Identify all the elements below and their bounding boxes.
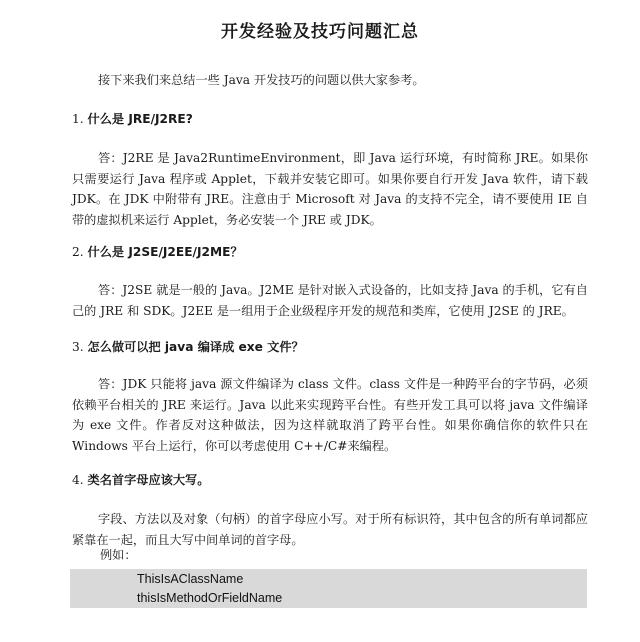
section-2-body: 答：J2SE 就是一般的 Java。J2ME 是针对嵌入式设备的，比如支持 Java 的手机，它有自己的 JRE 和 SDK。J2EE 是一组用于企业级程序开发的规范和类库，它使用 J2SE 的 JRE。 — [72, 283, 588, 318]
section-4-body: 字段、方法以及对象（句柄）的首字母应小写。对于所有标识符，其中包含的所有单词都应紧靠在一起，而且大写中间单词的首字母。 — [72, 512, 588, 547]
section-2-heading — [72, 242, 588, 262]
section-1-title: 什么是 JRE/J2RE? — [87, 112, 193, 126]
section-1-body: 答：J2RE 是 Java2RuntimeEnvironment，即 Java 运行环境，有时简称 JRE。如果你只需要运行 Java 程序或 Applet，下载并安装它即可。如果你要自行开发 Java 软件，请下载 JDK。在 JDK 中附带有 JRE。注意由于 Microsoft 对 Java 的支持不完全，请不要使用 IE 自带的虚拟机来运行 Applet，务必安装一个 JRE 或 JDK。 — [72, 151, 588, 227]
section-2-title: 什么是 J2SE/J2EE/J2ME？ — [87, 245, 243, 259]
section-3-number: 3. — [72, 340, 84, 354]
intro-paragraph: 接下来我们来总结一些 Java 开发技巧的问题以供大家参考。 — [98, 73, 425, 87]
section-2-number: 2. — [72, 245, 84, 259]
section-3-heading — [72, 337, 588, 357]
page-title: 开发经验及技巧问题汇总 — [221, 22, 419, 42]
section-3-body: 答：JDK 只能将 java 源文件编译为 class 文件。class 文件是一种跨平台的字节码，必须依赖平台相关的 JRE 来运行。Java 以此来实现跨平台性。有些开发工具可以将 java 文件编译为 exe 文件。作者反对这种做法，因为这样就取消了跨平台性。如果你确信你的软件只在 Windows 平台上运行，你可以考虑使用 C++/C#来编程。 — [72, 377, 588, 453]
code-line-method-name: thisIsMethodOrFieldName — [137, 591, 283, 605]
section-4-number: 4. — [72, 473, 84, 487]
section-1-number: 1. — [72, 112, 84, 126]
example-label: 例如： — [100, 548, 137, 562]
section-3-title: 怎么做可以把 java 编译成 exe 文件？ — [87, 340, 304, 354]
section-1-heading — [72, 109, 588, 129]
section-4-title: 类名首字母应该大写。 — [87, 473, 210, 487]
code-line-class-name: ThisIsAClassName — [137, 572, 244, 586]
section-4-heading — [72, 470, 588, 490]
